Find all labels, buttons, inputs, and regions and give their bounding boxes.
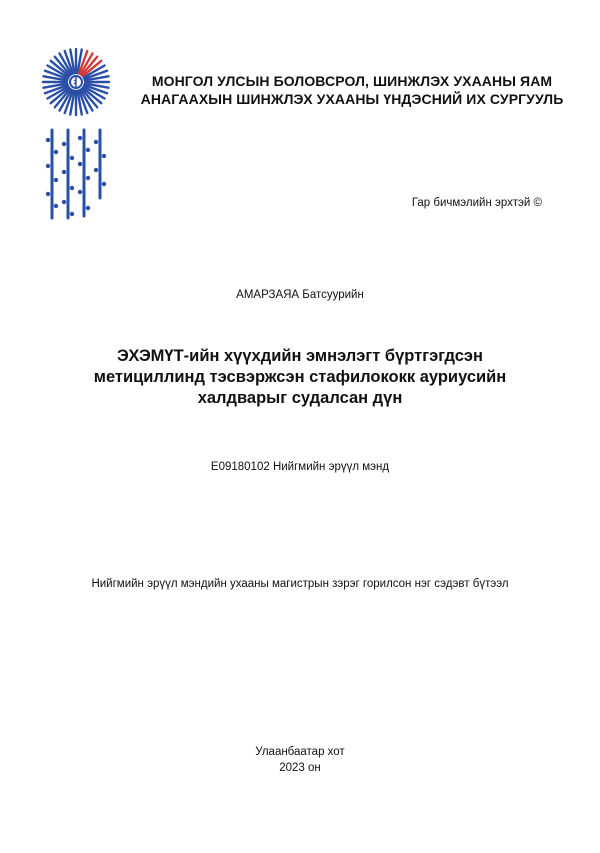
title-line-1: ЭХЭМҮТ-ийн хүүхдийн эмнэлэгт бүртгэгдсэн [117, 347, 483, 365]
author-name: АМАРЗАЯА Батсуурийн [236, 289, 364, 301]
title-line-2: метициллинд тэсвэржсэн стафилококк ауриусийн [93, 368, 507, 386]
copyright-notice: Гар бичмэлийн эрхтэй © [411, 197, 542, 209]
ministry-name: МОНГОЛ УЛСЫН БОЛОВСРОЛ, ШИНЖЛЭХ УХААНЫ ЯАМ [151, 73, 553, 89]
title-line-3: халдварыг судалсан дүн [197, 389, 403, 407]
thesis-title [80, 346, 520, 409]
place-and-year [0, 744, 600, 776]
city: Улаанбаатар хот [255, 746, 345, 758]
university-name: АНАГААХЫН ШИНЖЛЭХ УХААНЫ ҮНДЭСНИЙ ИХ СУРГУУЛЬ [140, 91, 564, 107]
year: 2023 он [279, 762, 321, 774]
university-emblem-icon [38, 48, 114, 228]
program-code: E09180102 Нийгмийн эрүүл мэнд [210, 461, 390, 473]
institution-header [132, 72, 572, 108]
degree-statement: Нийгмийн эрүүл мэндийн ухааны магистрын зэрэг горилсон нэг сэдэвт бүтээл [91, 578, 509, 590]
